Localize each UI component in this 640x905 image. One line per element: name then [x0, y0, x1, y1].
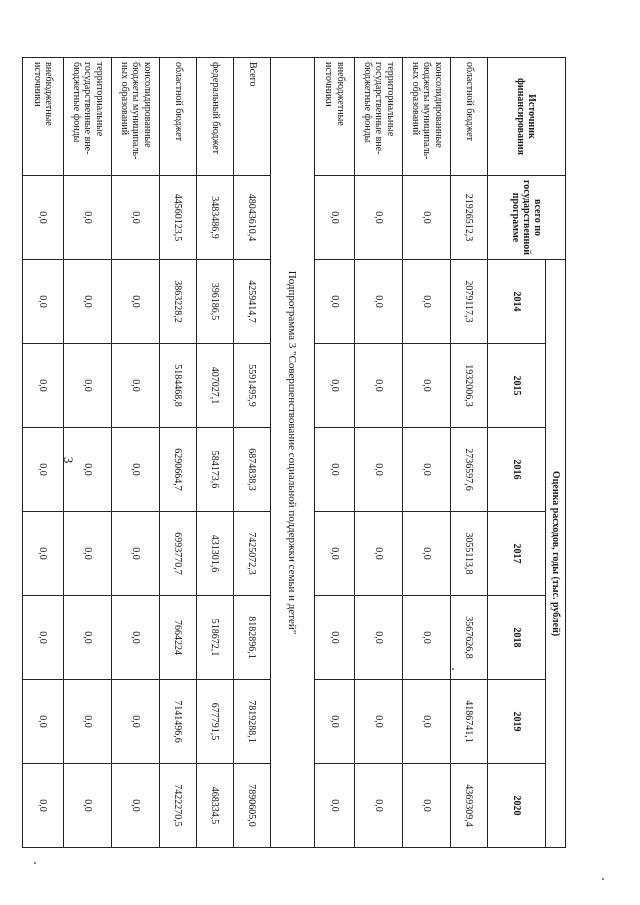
table-row — [355, 58, 403, 848]
row-label: консолидированные бюджеты муниципаль-ных образований — [403, 58, 451, 176]
cell-value: 0,0 — [315, 680, 355, 764]
cell-value: 0,0 — [315, 428, 355, 512]
scan-speck — [602, 878, 604, 880]
cell-value: 7819288,1 — [234, 680, 271, 764]
cell-value: 0,0 — [23, 596, 64, 680]
cell-value: 6874838,3 — [234, 428, 271, 512]
subprogram-title: Подпрограмма 3 "Совершенствование социальной поддержки семьи и детей" — [271, 58, 315, 848]
header-year: 2017 — [488, 512, 546, 596]
header-total: всего по государственной программе — [488, 176, 566, 260]
cell-value: 0,0 — [64, 680, 112, 764]
cell-value: 0,0 — [23, 764, 64, 848]
subprogram-row — [271, 58, 315, 848]
cell-value: 0,0 — [112, 764, 160, 848]
cell-value: 0,0 — [23, 680, 64, 764]
cell-value: 0,0 — [64, 428, 112, 512]
row-total: 21926512,3 — [451, 176, 488, 260]
cell-value: 0,0 — [403, 596, 451, 680]
table-row — [315, 58, 355, 848]
cell-value: 0,0 — [355, 764, 403, 848]
cell-value: 584173,6 — [197, 428, 234, 512]
table-row — [234, 58, 271, 848]
cell-value: 0,0 — [315, 512, 355, 596]
cell-value: 6290664,7 — [160, 428, 197, 512]
header-year: 2015 — [488, 344, 546, 428]
page-number: 3 — [61, 456, 76, 464]
header-year: 2016 — [488, 428, 546, 512]
cell-value: 8182896,1 — [234, 596, 271, 680]
cell-value: 1932006,3 — [451, 344, 488, 428]
row-label: федеральный бюджет — [197, 58, 234, 176]
table-row — [160, 58, 197, 848]
row-label: Всего — [234, 58, 271, 176]
table-row — [64, 58, 112, 848]
cell-value: 0,0 — [112, 344, 160, 428]
cell-value: 7141496,6 — [160, 680, 197, 764]
cell-value: 3567626,8 — [451, 596, 488, 680]
cell-value: 0,0 — [64, 344, 112, 428]
cell-value: 0,0 — [112, 512, 160, 596]
table-row — [403, 58, 451, 848]
row-label: внебюджетные источники — [315, 58, 355, 176]
header-year: 2018 — [488, 596, 546, 680]
table-row — [23, 58, 64, 848]
cell-value: 677791,5 — [197, 680, 234, 764]
cell-value: 0,0 — [315, 344, 355, 428]
budget-table — [22, 57, 566, 848]
cell-value: 0,0 — [403, 344, 451, 428]
cell-value: 5591495,9 — [234, 344, 271, 428]
header-group: Оценка расходов, годы (тыс. рублей) — [546, 260, 566, 848]
scan-speck — [452, 668, 454, 670]
row-label: консолидированные бюджеты муниципаль-ных образований — [112, 58, 160, 176]
cell-value: 518672,1 — [197, 596, 234, 680]
cell-value: 0,0 — [315, 596, 355, 680]
cell-value: 0,0 — [64, 596, 112, 680]
header-year: 2019 — [488, 680, 546, 764]
header-year: 2020 — [488, 764, 546, 848]
cell-value: 0,0 — [355, 596, 403, 680]
cell-value: 0,0 — [403, 764, 451, 848]
row-total: 44560123,5 — [160, 176, 197, 260]
cell-value: 0,0 — [64, 260, 112, 344]
cell-value: 0,0 — [355, 344, 403, 428]
cell-value: 7422270,5 — [160, 764, 197, 848]
cell-value: 0,0 — [403, 260, 451, 344]
cell-value: 0,0 — [64, 512, 112, 596]
row-total: 0,0 — [355, 176, 403, 260]
scan-speck — [34, 862, 36, 864]
cell-value: 0,0 — [355, 512, 403, 596]
row-total: 48043610,4 — [234, 176, 271, 260]
row-total: 0,0 — [112, 176, 160, 260]
cell-value: 0,0 — [355, 680, 403, 764]
cell-value: 4186741,1 — [451, 680, 488, 764]
cell-value: 0,0 — [403, 512, 451, 596]
cell-value: 7890605,0 — [234, 764, 271, 848]
cell-value: 0,0 — [315, 764, 355, 848]
table-row — [112, 58, 160, 848]
table-row — [451, 58, 488, 848]
cell-value: 3863228,2 — [160, 260, 197, 344]
cell-value: 0,0 — [403, 428, 451, 512]
cell-value: 0,0 — [23, 428, 64, 512]
cell-value: 7425072,3 — [234, 512, 271, 596]
cell-value: 468334,5 — [197, 764, 234, 848]
row-total: 0,0 — [403, 176, 451, 260]
cell-value: 7664224 — [160, 596, 197, 680]
cell-value: 396186,5 — [197, 260, 234, 344]
row-total: 0,0 — [64, 176, 112, 260]
cell-value: 2736597,6 — [451, 428, 488, 512]
cell-value: 0,0 — [23, 260, 64, 344]
cell-value: 0,0 — [112, 596, 160, 680]
cell-value: 0,0 — [355, 428, 403, 512]
row-total: 0,0 — [315, 176, 355, 260]
row-label: областной бюджет — [160, 58, 197, 176]
row-label: внебюджетные источники — [23, 58, 64, 176]
cell-value: 4259414,7 — [234, 260, 271, 344]
table-row — [197, 58, 234, 848]
cell-value: 3055113,8 — [451, 512, 488, 596]
cell-value: 0,0 — [23, 344, 64, 428]
row-label: территориальные государственные вне-бюджетные фонды — [64, 58, 112, 176]
cell-value: 5184468,8 — [160, 344, 197, 428]
cell-value: 0,0 — [315, 260, 355, 344]
header-year: 2014 — [488, 260, 546, 344]
rotated-table-wrapper — [32, 57, 566, 847]
cell-value: 0,0 — [355, 260, 403, 344]
header-source: Источник финансирования — [488, 58, 566, 176]
cell-value: 0,0 — [23, 512, 64, 596]
cell-value: 4369309,4 — [451, 764, 488, 848]
cell-value: 2079117,3 — [451, 260, 488, 344]
cell-value: 0,0 — [403, 680, 451, 764]
cell-value: 0,0 — [112, 428, 160, 512]
cell-value: 0,0 — [112, 680, 160, 764]
row-label: территориальные государственные вне-бюджетные фонды — [355, 58, 403, 176]
cell-value: 6993770,7 — [160, 512, 197, 596]
row-total: 3483486,9 — [197, 176, 234, 260]
row-label: областной бюджет — [451, 58, 488, 176]
cell-value: 407027,1 — [197, 344, 234, 428]
cell-value: 431301,6 — [197, 512, 234, 596]
row-total: 0,0 — [23, 176, 64, 260]
cell-value: 0,0 — [64, 764, 112, 848]
cell-value: 0,0 — [112, 260, 160, 344]
